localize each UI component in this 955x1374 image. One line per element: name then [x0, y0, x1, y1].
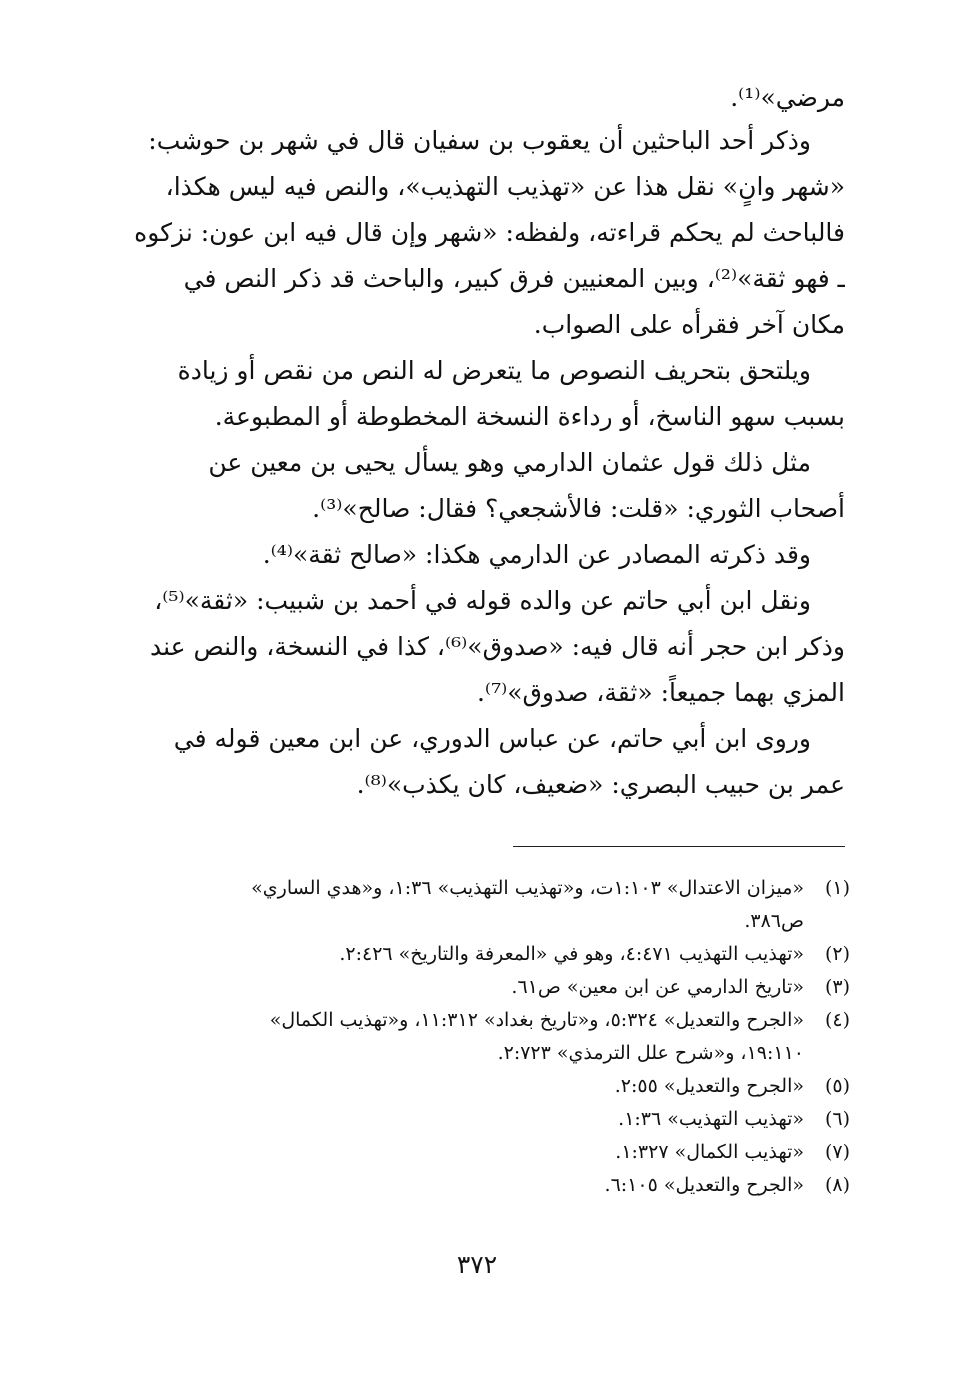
footnote-8	[138, 1169, 850, 1202]
footnote-6	[138, 1103, 850, 1136]
footnote-text: «تهذيب التهذيب ٤:٤٧١، وهو في «المعرفة والتاريخ» ٢:٤٢٦.	[339, 943, 804, 965]
page-number: ٣٧٢	[456, 1250, 498, 1279]
footnote-text: «تهذيب الكمال» ١:٣٢٧.	[615, 1141, 804, 1163]
footnotes	[138, 872, 850, 1202]
footnote-text: «الجرح والتعديل» ٦:١٠٥.	[604, 1174, 804, 1196]
footnote-number: (٢)	[824, 943, 850, 965]
footnote-text: «الجرح والتعديل» ٥:٣٢٤، و«تاريخ بغداد» ١١:٣١٢، و«تهذيب الكمال»	[269, 1009, 804, 1031]
footnote-number: (٤)	[824, 1009, 850, 1031]
text-line: ونقل ابن أبي حاتم عن والده قوله في أحمد بن شبيب: «ثقة»⁽⁵⁾،	[154, 586, 811, 615]
text-line: وقد ذكرته المصادر عن الدارمي هكذا: «صالح ثقة»⁽⁴⁾.	[262, 540, 811, 569]
footnote-text: «تاريخ الدارمي عن ابن معين» ص٦١.	[511, 976, 804, 998]
text-line: عمر بن حبيب البصري: «ضعيف، كان يكذب»⁽⁸⁾.	[356, 770, 845, 799]
text-line: «شهر وانٍ» نقل هذا عن «تهذيب التهذيب»، والنص فيه ليس هكذا،	[165, 172, 845, 201]
footnote-text: «الجرح والتعديل» ٢:٥٥.	[614, 1075, 804, 1097]
footnote-5	[138, 1070, 850, 1103]
footnote-separator	[513, 846, 845, 847]
text-line: مثل ذلك قول عثمان الدارمي وهو يسأل يحيى بن معين عن	[208, 448, 811, 477]
text-line: وذكر ابن حجر أنه قال فيه: «صدوق»⁽⁶⁾، كذا في النسخة، والنص عند	[150, 632, 845, 661]
footnote-number: (٨)	[824, 1174, 850, 1196]
text-line: فالباحث لم يحكم قراءته، ولفظه: «شهر وإن قال فيه ابن عون: نزكوه	[134, 218, 845, 247]
footnote-text: ١٩:١١٠، و«شرح علل الترمذي» ٢:٧٢٣.	[497, 1042, 804, 1064]
footnote-1	[138, 872, 850, 938]
footnote-number: (١)	[824, 877, 850, 899]
text-line: المزي بهما جميعاً: «ثقة، صدوق»⁽⁷⁾.	[476, 678, 845, 707]
footnote-number: (٦)	[824, 1108, 850, 1130]
text-line: ـ فهو ثقة»⁽²⁾، وبين المعنيين فرق كبير، والباحث قد ذكر النص في	[183, 264, 845, 293]
main-text	[132, 78, 845, 808]
footnote-7	[138, 1136, 850, 1169]
footnote-4	[138, 1004, 850, 1070]
text-line: مكان آخر فقرأه على الصواب.	[533, 310, 845, 339]
footnote-number: (٣)	[824, 976, 850, 998]
footnote-3	[138, 971, 850, 1004]
footnote-number: (٧)	[824, 1141, 850, 1163]
footnote-text: «ميزان الاعتدال» ١:١٠٣ت، و«تهذيب التهذيب» ١:٣٦، و«هدي الساري»	[251, 877, 804, 899]
footnote-text: «تهذيب التهذيب» ١:٣٦.	[618, 1108, 804, 1130]
footnote-text: ص٣٨٦.	[744, 910, 804, 932]
text-line: بسبب سهو الناسخ، أو رداءة النسخة المخطوطة أو المطبوعة.	[214, 402, 845, 431]
text-line: ويلتحق بتحريف النصوص ما يتعرض له النص من نقص أو زيادة	[177, 356, 811, 385]
text-line: مرضي»⁽¹⁾.	[730, 83, 845, 112]
text-line: وروى ابن أبي حاتم، عن عباس الدوري، عن ابن معين قوله في	[173, 724, 811, 753]
footnote-2	[138, 938, 850, 971]
text-line: أصحاب الثوري: «قلت: فالأشجعي؟ فقال: صالح»⁽³⁾.	[312, 494, 845, 523]
text-line: وذكر أحد الباحثين أن يعقوب بن سفيان قال في شهر بن حوشب:	[148, 126, 811, 155]
footnote-number: (٥)	[824, 1075, 850, 1097]
